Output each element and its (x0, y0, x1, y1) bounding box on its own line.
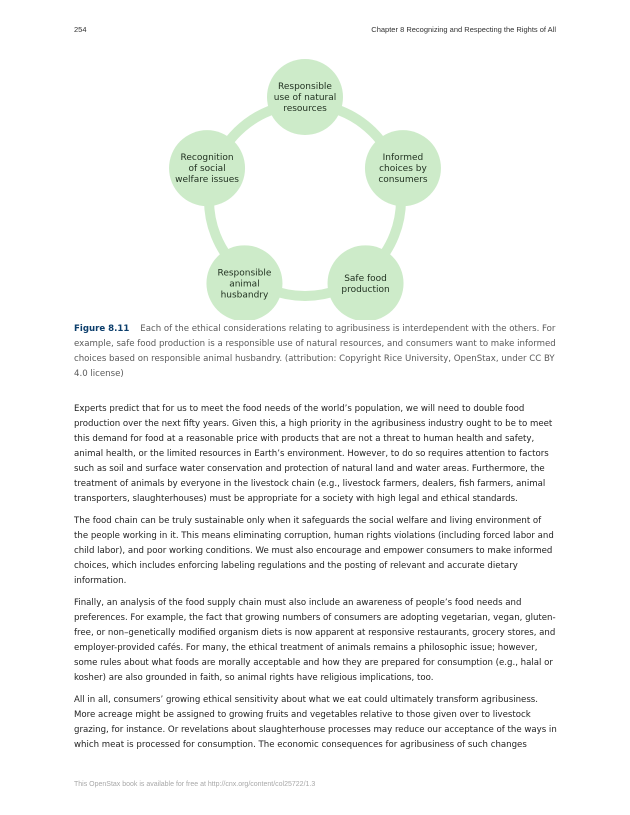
cycle-node (169, 130, 245, 206)
cycle-node-label: production (341, 284, 390, 295)
cycle-node (206, 245, 282, 320)
footer-note: This OpenStax book is available for free at http://cnx.org/content/col25722/1.3 (74, 781, 316, 788)
cycle-node-label: choices by (379, 164, 427, 175)
cycle-node-label: consumers (378, 175, 428, 186)
cycle-node-label: resources (283, 104, 327, 114)
body-paragraph: Experts predict that for us to meet the food needs of the world’s population, we will need to double food production over the next fifty years. Given this, a high priority in the agribusiness industry ought to be to meet this demand for food at a reasonable price with products that are not a threat to human health and safety, animal health, or the limited resources in Earth’s environment. However, to do so requires attention to factors such as soil and surface water conservation and protection of natural land and water areas. Furthermore, the treatment of animals by everyone in the livestock chain (e.g., livestock farmers, dealers, fish farmers, animal transporters, slaughterhouses) must be appropriate for a society with high legal and ethical standards. (74, 404, 553, 504)
body-paragraph: Finally, an analysis of the food supply chain must also include an awareness of people’s food needs and preferences. For example, the fact that growing numbers of consumers are adopting vegetarian, vegan, gluten-free, or non–genetically modified organism diets is now apparent at responsive restaurants, grocery stores, and employer-provided cafés. For many, the ethical treatment of animals remains a philosophic issue; however, some rules about what foods are morally acceptable and how they are prepared for consumption (e.g., halal or kosher) are also grounded in faith, so animal rights have religious implications, too. (74, 598, 556, 683)
cycle-node-label: use of natural (273, 93, 337, 103)
cycle-node (267, 59, 343, 135)
chapter-title: Chapter 8 Recognizing and Respecting the Rights of All (371, 25, 556, 34)
cycle-node (328, 245, 404, 320)
cycle-node-label: husbandry (220, 290, 269, 301)
cycle-node-label: Responsible (217, 268, 272, 279)
cycle-node-label: Responsible (278, 82, 332, 92)
body-text (74, 402, 558, 760)
cycle-node-label: of social (188, 164, 226, 175)
page-number: 254 (74, 25, 87, 34)
figure-caption (74, 322, 558, 382)
figure-caption-text: Each of the ethical considerations relating to agribusiness is interdependent with the others. For example, safe food production is a responsible use of natural resources, and consumers want to make informed choices based on responsible animal husbandry. (attribution: Copyright Rice University, OpenStax, under CC BY 4.0 license) (74, 324, 556, 379)
cycle-node-label: Informed (382, 153, 424, 164)
figure-label: Figure 8.11 (74, 324, 130, 334)
cycle-node-label: welfare issues (175, 175, 239, 186)
cycle-node-label: Recognition (180, 153, 234, 164)
body-paragraph: The food chain can be truly sustainable only when it safeguards the social welfare and living environment of the people working in it. This means eliminating corruption, human rights violations (including forced labor and child labor), and poor working conditions. We must also encourage and empower consumers to make informed choices, which includes enforcing labeling regulations and the posting of relevant and accurate dietary information. (74, 516, 554, 586)
cycle-node-label: Safe food (344, 273, 387, 284)
cycle-node-label: animal (229, 279, 260, 290)
body-paragraph: All in all, consumers’ growing ethical sensitivity about what we eat could ultimately transform agribusiness. More acreage might be assigned to growing fruits and vegetables relative to those given over to livestock grazing, for instance. Or revelations about slaughterhouse processes may reduce our acceptance of the ways in which meat is processed for consumption. The economic consequences for agribusiness of such changes (74, 695, 557, 750)
cycle-node (365, 130, 441, 206)
cycle-diagram (0, 0, 630, 320)
